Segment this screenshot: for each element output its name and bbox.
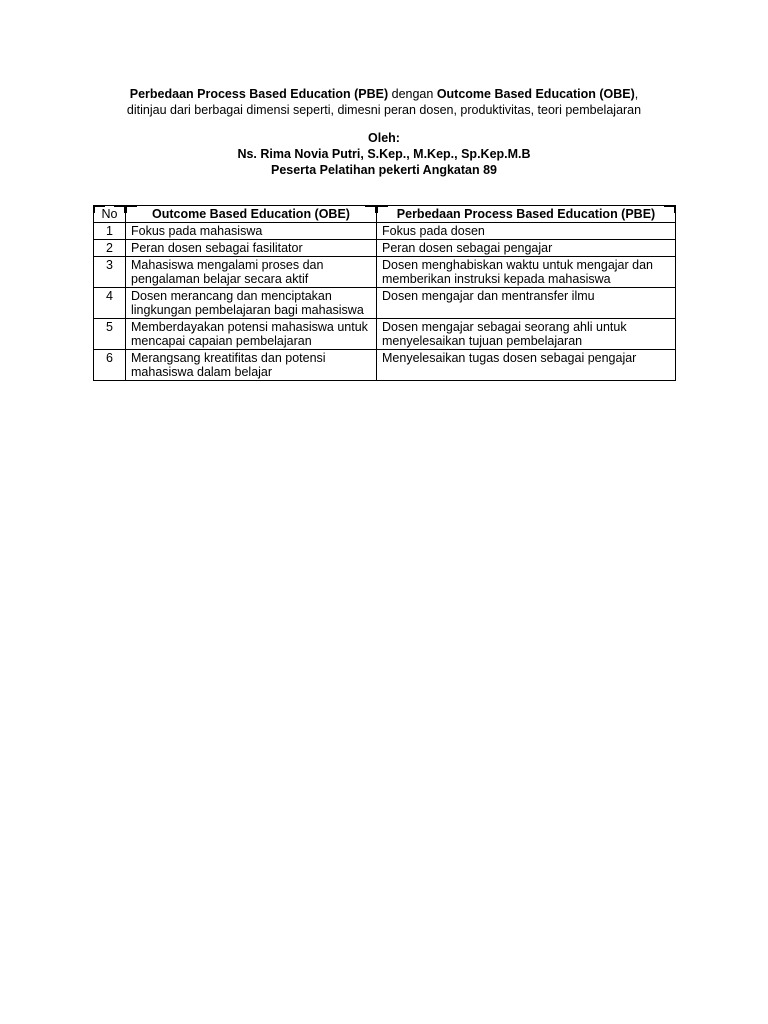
cell-pbe: Fokus pada dosen <box>377 223 676 240</box>
cell-obe: Peran dosen sebagai fasilitator <box>126 240 377 257</box>
author-block <box>0 130 768 178</box>
cell-no: 3 <box>94 257 126 288</box>
cell-obe: Memberdayakan potensi mahasiswa untuk mencapai capaian pembelajaran <box>126 319 377 350</box>
cell-pbe: Peran dosen sebagai pengajar <box>377 240 676 257</box>
title-pbe: Perbedaan Process Based Education (PBE) <box>129 87 389 101</box>
title-obe: Outcome Based Education (OBE) <box>436 87 635 101</box>
by-label: Oleh: <box>368 131 400 145</box>
cell-pbe: Dosen mengajar sebagai seorang ahli untuk menyelesaikan tujuan pembelajaran <box>377 319 676 350</box>
header-no: No <box>94 206 126 223</box>
table-row <box>94 350 676 381</box>
table-row <box>94 319 676 350</box>
header-pbe: Perbedaan Process Based Education (PBE) <box>377 206 676 223</box>
table-row <box>94 288 676 319</box>
cell-obe: Dosen merancang dan menciptakan lingkungan pembelajaran bagi mahasiswa <box>126 288 377 319</box>
cell-no: 5 <box>94 319 126 350</box>
title-line-1 <box>0 86 768 102</box>
cell-no: 6 <box>94 350 126 381</box>
cell-obe: Merangsang kreatifitas dan potensi mahasiswa dalam belajar <box>126 350 377 381</box>
cell-pbe: Dosen mengajar dan mentransfer ilmu <box>377 288 676 319</box>
header-obe: Outcome Based Education (OBE) <box>126 206 377 223</box>
cell-pbe: Dosen menghabiskan waktu untuk mengajar dan memberikan instruksi kepada mahasiswa <box>377 257 676 288</box>
cell-no: 1 <box>94 223 126 240</box>
cell-pbe: Menyelesaikan tugas dosen sebagai pengajar <box>377 350 676 381</box>
cell-obe: Mahasiswa mengalami proses dan pengalaman belajar secara aktif <box>126 257 377 288</box>
cell-no: 2 <box>94 240 126 257</box>
author-role: Peserta Pelatihan pekerti Angkatan 89 <box>270 163 498 177</box>
title-line-2: ditinjau dari berbagai dimensi seperti, dimesni peran dosen, produktivitas, teori pembelajaran <box>126 103 642 117</box>
cell-obe: Fokus pada mahasiswa <box>126 223 377 240</box>
title-comma: , <box>634 87 639 101</box>
comparison-table <box>93 205 676 381</box>
document-title <box>0 86 768 118</box>
title-connector: dengan <box>388 87 437 101</box>
cell-no: 4 <box>94 288 126 319</box>
table-header-row <box>94 206 676 223</box>
table-row <box>94 257 676 288</box>
table-row <box>94 223 676 240</box>
author-name: Ns. Rima Novia Putri, S.Kep., M.Kep., Sp.Kep.M.B <box>237 147 531 161</box>
table-row <box>94 240 676 257</box>
